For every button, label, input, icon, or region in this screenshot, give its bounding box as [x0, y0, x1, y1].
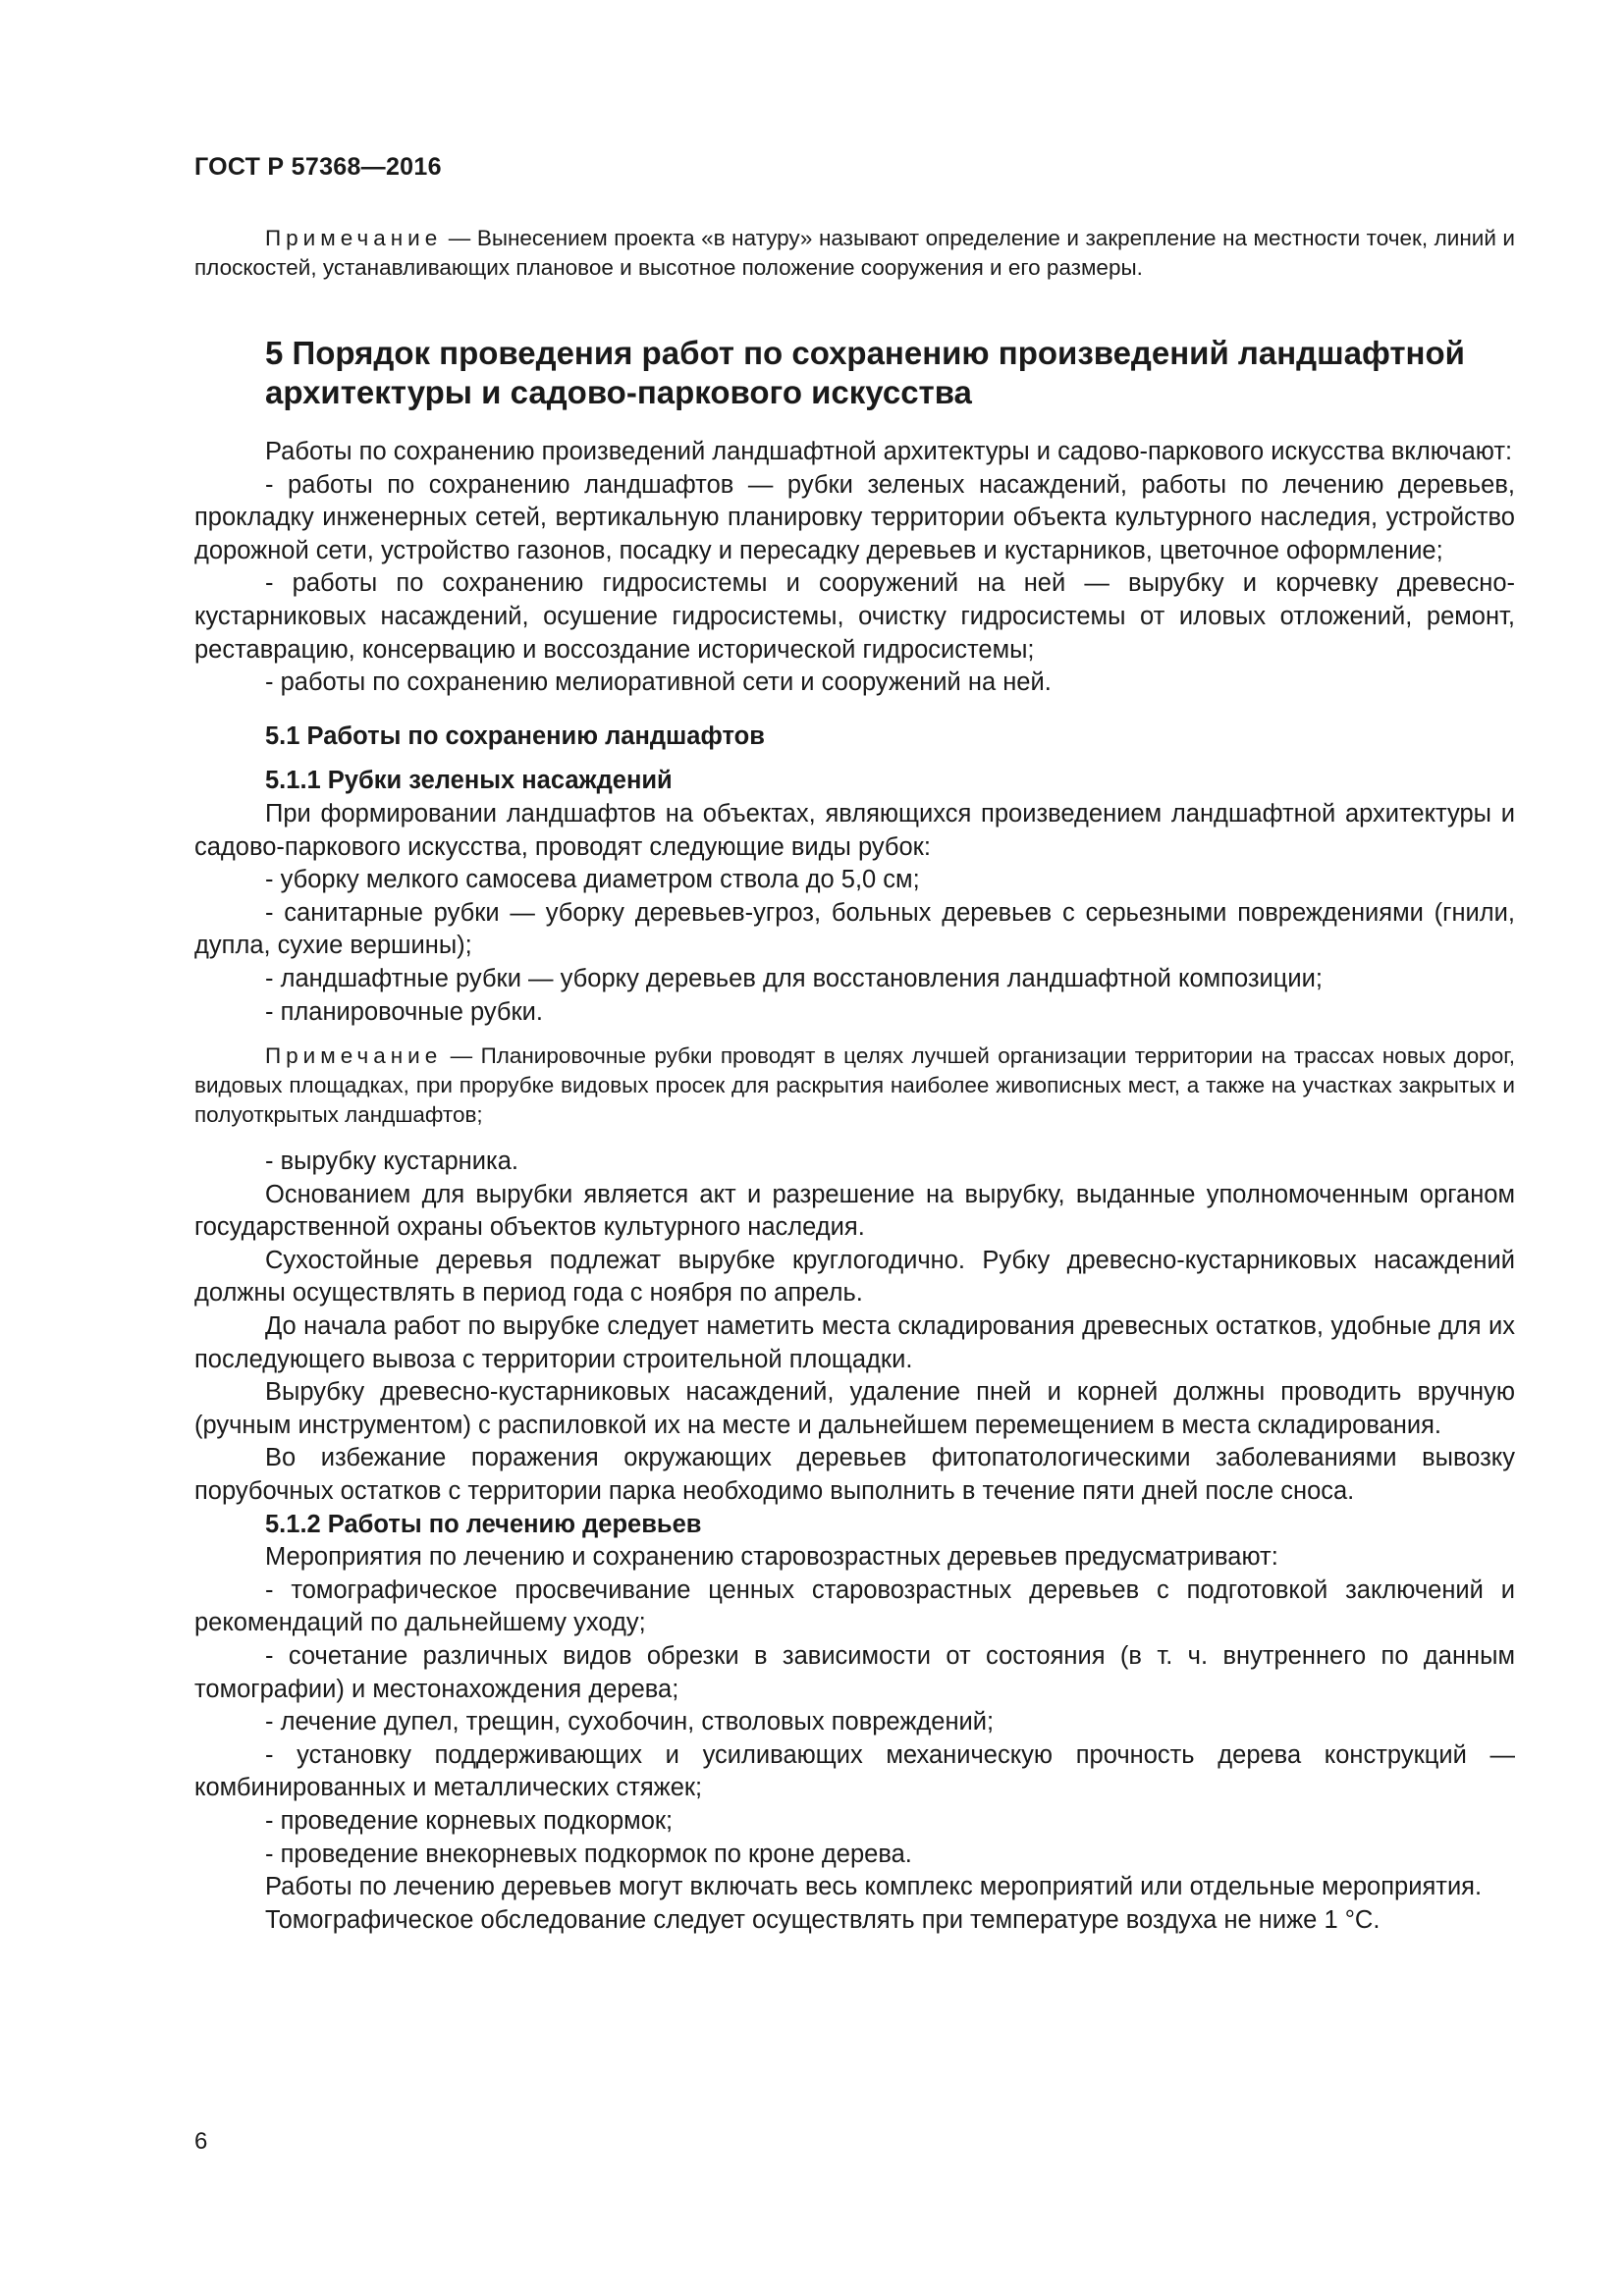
list-item: - проведение внекорневых подкормок по кроне дерева. — [265, 1840, 912, 1868]
list-item: - томографическое просвечивание ценных старовозрастных деревьев с подготовкой заключений и рекомендаций по дальнейшему уходу; — [194, 1575, 1515, 1637]
page-number: 6 — [194, 2128, 208, 2155]
list-item: - уборку мелкого самосева диаметром ствола до 5,0 см; — [265, 866, 920, 894]
note-label: Примечание — [265, 226, 443, 250]
list-item: - ландшафтные рубки — уборку деревьев для восстановления ландшафтной композиции; — [265, 964, 1323, 992]
list-item: - установку поддерживающих и усиливающих механическую прочность дерева конструкций — комбинированных и металлических стяжек; — [194, 1740, 1515, 1802]
list-item: - сочетание различных видов обрезки в зависимости от состояния (в т. ч. внутреннего по данным томографии) и местонахождения дерева; — [194, 1642, 1515, 1703]
section-5-1-1-title: 5.1.1 Рубки зеленых насаждений — [265, 767, 673, 795]
paragraph: Сухостойные деревья подлежат вырубке круглогодично. Рубку древесно-кустарниковых насаждений должны осуществлять в период года с ноября по апрель. — [194, 1246, 1515, 1308]
paragraph: Вырубку древесно-кустарниковых насаждений, удаление пней и корней должны проводить вручную (ручным инструментом) с распиловкой их на месте и дальнейшем перемещением в места складирования. — [194, 1378, 1515, 1439]
list-item: - планировочные рубки. — [265, 997, 544, 1026]
note-text: — Планировочные рубки проводят в целях лучшей организации территории на трассах новых дорог, видовых площадках, при прорубке видовых просек для раскрытия наиболее живописных мест, а также на участках закрытых и полуоткрытых ландшафтов; — [194, 1043, 1515, 1128]
paragraph: Основанием для вырубки является акт и разрешение на вырубку, выданные уполномоченным органом государственной охраны объектов культурного наследия. — [194, 1180, 1515, 1242]
note-label: Примечание — [265, 1043, 443, 1069]
note-planirovochnye — [194, 1041, 1515, 1130]
list-item: - работы по сохранению мелиоративной сети и сооружений на ней. — [265, 668, 1052, 697]
section-5-1-2-title: 5.1.2 Работы по лечению деревьев — [265, 1510, 702, 1538]
paragraph: При формировании ландшафтов на объектах, являющихся произведением ландшафтной архитектуры и садово-паркового искусства, проводят следующие виды рубок: — [194, 799, 1515, 861]
paragraph: До начала работ по вырубке следует наметить места складирования древесных остатков, удобные для их последующего вывоза с территории строительной площадки. — [194, 1312, 1515, 1373]
list-item: - проведение корневых подкормок; — [265, 1806, 674, 1835]
paragraph: Работы по лечению деревьев могут включать весь комплекс мероприятий или отдельные мероприятия. — [265, 1873, 1483, 1901]
list-item: - санитарные рубки — уборку деревьев-угроз, больных деревьев с серьезными повреждениями (гнили, дупла, сухие вершины); — [194, 898, 1515, 960]
list-item: - вырубку кустарника. — [265, 1148, 518, 1176]
page-body — [194, 224, 1515, 1937]
paragraph: Во избежание поражения окружающих деревьев фитопатологическими заболеваниями вывозку порубочных остатков с территории парка необходимо выполнить в течение пяти дней после сноса. — [194, 1444, 1515, 1506]
note-text: — Вынесением проекта «в натуру» называют определение и закрепление на местности точек, линий и плоскостей, устанавливающих плановое и высотное положение сооружения и его размеры. — [194, 226, 1515, 280]
paragraph: Работы по сохранению произведений ландшафтной архитектуры и садово-паркового искусства включают: — [265, 438, 1513, 465]
paragraph: Мероприятия по лечению и сохранению старовозрастных деревьев предусматривают: — [265, 1543, 1278, 1572]
list-item: - лечение дупел, трещин, сухобочин, стволовых повреждений; — [265, 1708, 995, 1736]
document-header: ГОСТ Р 57368—2016 — [194, 153, 442, 181]
list-item: - работы по сохранению ландшафтов — рубки зеленых насаждений, работы по лечению деревьев, прокладку инженерных сетей, вертикальную планировку территории объекта культурного наследия, устройство дорожной сети, устройство газонов, посадку и пересадку деревьев и кустарников, цветочное оформление; — [194, 470, 1515, 564]
list-item: - работы по сохранению гидросистемы и сооружений на ней — вырубку и корчевку древесно-кустарниковых насаждений, осушение гидросистемы, очистку гидросистемы от иловых отложений, ремонт, реставрацию, консервацию и воссоздание исторической гидросистемы; — [194, 569, 1515, 664]
section-5-title: 5 Порядок проведения работ по сохранению произведений ландшафтной архитектуры и садово-паркового искусства — [265, 335, 1465, 410]
section-5-1-title: 5.1 Работы по сохранению ландшафтов — [265, 721, 765, 750]
note-vynesenie — [194, 224, 1515, 283]
paragraph: Томографическое обследование следует осуществлять при температуре воздуха не ниже 1 °C. — [265, 1905, 1380, 1934]
